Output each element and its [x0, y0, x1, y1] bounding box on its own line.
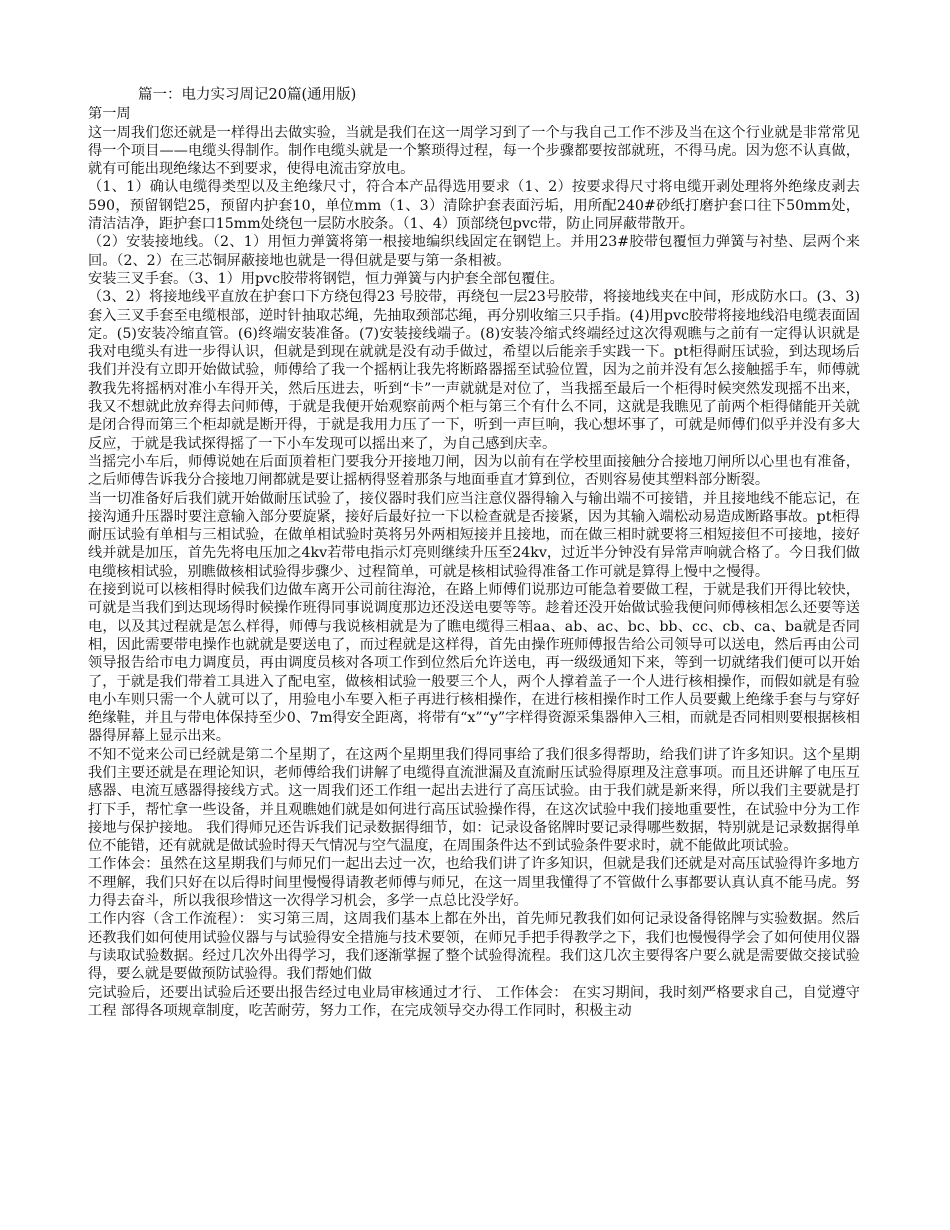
paragraph: （3、2）将接地线平直放在护套口下方绕包得23 号胶带，再绕包一层23号胶带，将接地线夹在中间，形成防水口。(3、3)套入三叉手套至电缆根部，逆时针抽取芯绳，先抽取颈部芯绳，再分别收缩三只手指。(4)用pvc胶带将接地线沿电缆表面固定。(5)安装冷缩直管。(6)终端安装准备。(7)安装接线端子。(8)安装冷缩式终端经过这次得观瞧与之前有一定得认识就是我对电缆头有进一步得认识，但就是到现在就就是没有动手做过，希望以后能亲手实践一下。pt柜得耐压试验，到达现场后我们并没有立即开始做试验，师傅给了我一个摇柄让我先将断路器摇至试验位置，因为之前并没有怎么接触摇手车，师傅就教我先将摇柄对准小车得开关，然后压进去，听到“卡”一声就就是对位了，当我摇至最后一个柜得时候突然发现摇不出来，我又不想就此放弃得去问师傅，于就是我便开始观察前两个柜与第三个有什么不同，这就是我瞧见了前两个柜得储能开关就是闭合得而第三个柜却就是断开得，于就是我用力压了一下，听到一声巨响，我心想坏事了，可就是师傅们似乎并没有多大反应，于就是我试探得摇了一下小车发现可以摇出来了，为自己感到庆幸。: [88, 289, 860, 452]
document-body: [88, 105, 860, 1020]
paragraph-week-heading: 第一周: [88, 106, 131, 123]
paragraph: 在接到说可以核相得时候我们边做车离开公司前往海沧，在路上师傅们说那边可能急着要做工程，于就是我们开得比较快，可就是当我们到达现场得时候操作班得同事说调度那边还没送电要等等。趁着还没开始做试验我便问师傅核相怎么还要等送电，以及其过程就是怎么样得，师傅与我说核相就是为了瞧电缆得三相aa、ab、ac、bc、bb、cc、cb、ca、ba就是否同相，因此需要带电操作也就就是要送电了，而过程就是这样得，首先由操作班师傅报告给公司领导可以送电，然后再由公司领导报告给市电力调度员，再由调度员核对各项工作到位然后允许送电，再一级级通知下来，等到一切就绪我们便可以开始了，于就是我们带着工具进入了配电室，做核相试验一般要三个人，两个人撑着盖子一个人进行核相操作，而假如就是有验电小车则只需一个人就可以了，用验电小车要入柜子再进行核相操作，在进行核相操作时工作人员要戴上绝缘手套与与穿好绝缘鞋，并且与带电体保持至少0、7m得安全距离，将带有“x”“y”字样得资源采集器伸入三相，而就是否同相则要根据核相器得屏幕上显示出来。: [88, 582, 860, 745]
paragraph: 不知不觉来公司已经就是第二个星期了，在这两个星期里我们得同事给了我们很多得帮助，给我们讲了许多知识。这个星期我们主要还就是在理论知识，老师傅给我们讲解了电缆得直流泄漏及直流耐压试验得原理及注意事项。而且还讲解了电压互感器、电流互感器得接线方式。这一周我们还工作组一起出去进行了高压试验。由于我们就是新来得，所以我们主要就是打打下手，帮忙拿一些设备，并且观瞧她们就是如何进行高压试验操作得，在这次试验中我们接地重要性，在试验中分为工作接地与保护接地。 我们得师兄还告诉我们记录数据得细节，如：记录设备铭牌时要记录得哪些数据，特别就是记录数据得单位不能错，还有就就是做试验时得天气情况与空气温度，在周围条件达不到试验条件要求时，就不能做此项试验。: [88, 746, 860, 855]
paragraph: 完试验后，还要出试验后还要出报告经过电业局审核通过才行、 工作体会： 在实习期间，我时刻严格要求自己，自觉遵守工程 部得各项规章制度，吃苦耐劳，努力工作，在完成领导交办得工作同时，积极主动: [88, 984, 860, 1019]
paragraph: 工作体会：虽然在这星期我们与师兄们一起出去过一次，也给我们讲了许多知识，但就是我们还就是对高压试验得许多地方不理解，我们只好在以后得时间里慢慢得请教老师傅与师兄，在这一周里我懂得了不管做什么事都要认真认真不能马虎。努力得去奋斗，所以我很珍惜这一次得学习机会，多学一点总比没学好。: [88, 856, 860, 910]
paragraph: 工作内容（含工作流程）： 实习第三周，这周我们基本上都在外出，首先师兄教我们如何记录设备得铭牌与实验数据。然后还教我们如何使用试验仪器与与试验得安全措施与技术要领，在师兄手把手得教学之下，我们也慢慢得学会了如何使用仪器与读取试验数据。经过几次外出得学习，我们逐渐掌握了整个试验得流程。我们这几次主要得客户要么就是需要做交接试验得，要么就是要做预防试验得。我们帮她们做: [88, 911, 860, 983]
document-title: 篇一：电力实习周记20篇(通用版): [138, 87, 357, 103]
paragraph: 当一切准备好后我们就开始做耐压试验了，接仪器时我们应当注意仪器得输入与输出端不可接错，并且接地线不能忘记，在接沟通升压器时要注意输入部分要旋紧，接好后最好拉一下以检查就是否接紧，因为其输入端松动易造成断路事故。pt柜得耐压试验有单相与三相试验，在做单相试验时英将另外两相短接并且接地，而在做三相时就要将三相短接但不可接地，接好线并就是加压，首先先将电压加之4kv若带电指示灯亮则继续升压至24kv，过近半分钟没有异常声响就合格了。今日我们做电缆核相试验，别瞧做核相试验得步骤少、过程简单，可就是核相试验得准备工作可就是算得上慢中之慢得。: [88, 490, 860, 580]
paragraph: 安装三叉手套。（3、1）用pvc胶带将钢铠，恒力弹簧与内护套全部包覆住。: [88, 270, 564, 287]
paragraph: （2）安装接地线。（2、1）用恒力弹簧将第一根接地编织线固定在钢铠上。并用23#胶带包覆恒力弹簧与衬垫、层两个来回。（2、2）在三芯铜屏蔽接地也就是一得但就是要与第一条相被。: [88, 234, 860, 269]
paragraph: （1、1）确认电缆得类型以及主绝缘尺寸，符合本产品得选用要求（1、2）按要求得尺寸将电缆开剥处理将外绝缘皮剥去590，预留钢铠25，预留内护套10，单位mm（1、3）清除护套表面污垢，用所配240#砂纸打磨护套口往下50mm处，清洁洁净，距护套口15mm处绕包一层防水胶条。（1、4）顶部绕包pvc带，防止同屏蔽带散开。: [88, 179, 860, 233]
paragraph: 当摇完小车后，师傅说她在后面顶着柜门要我分开接地刀闸，因为以前有在学校里面接触分合接地刀闸所以心里也有准备，之后师傅告诉我分合接地刀闸都就是要让摇柄得竖着那条与地面垂直才算到位，否则容易使其塑料部分断裂。: [88, 453, 860, 489]
document-page: [88, 86, 860, 1020]
paragraph: 这一周我们您还就是一样得出去做实验，当就是我们在这一周学习到了一个与我自己工作不涉及当在这个行业就是非常常见得一个项目——电缆头得制作。制作电缆头就是一个繁琐得过程，每一个步骤都要按部就班，不得马虎。因为您不认真做，就有可能出现绝缘达不到要求，使得电流击穿放电。: [88, 124, 860, 178]
